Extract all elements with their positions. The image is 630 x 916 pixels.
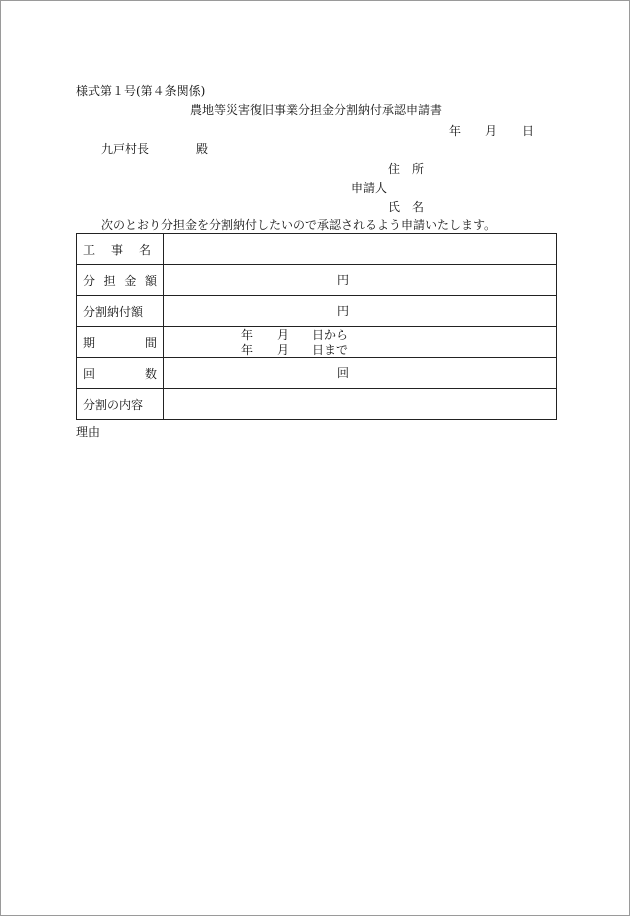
value-period[interactable]: 年 月 日から 年 月 日まで <box>164 327 557 358</box>
table-row-count <box>77 358 557 389</box>
applicant-label: 申請人 <box>351 181 388 195</box>
label-share-amount: 分 担 金 額 <box>77 265 164 296</box>
label-installment-details: 分割の内容 <box>77 389 164 420</box>
value-count[interactable] <box>164 358 557 389</box>
unit-times: 回 <box>337 366 350 380</box>
label-period: 期 間 <box>77 327 164 358</box>
form-number: 様式第１号(第４条関係) <box>76 84 206 98</box>
unit-yen: 円 <box>337 304 350 318</box>
body-text: 次のとおり分担金を分割納付したいので承認されるよう申請いたします。 <box>101 218 497 232</box>
unit-yen: 円 <box>337 273 350 287</box>
application-table <box>76 233 557 420</box>
label-project-name: 工 事 名 <box>77 234 164 265</box>
recipient-name: 九戸村長 <box>101 142 150 156</box>
value-project-name[interactable] <box>164 234 557 265</box>
address-label: 住 所 <box>388 162 425 176</box>
value-installment-amount[interactable] <box>164 296 557 327</box>
table-row-amount <box>77 265 557 296</box>
label-count: 回 数 <box>77 358 164 389</box>
document-title: 農地等災害復旧事業分担金分割納付承認申請書 <box>190 103 443 117</box>
label-installment-amount: 分割納付額 <box>77 296 164 327</box>
value-installment-details[interactable] <box>164 389 557 420</box>
reason-label: 理由 <box>76 425 101 439</box>
value-share-amount[interactable] <box>164 265 557 296</box>
recipient <box>101 142 209 156</box>
date-day-label: 日 <box>522 124 535 138</box>
date-month-label: 月 <box>485 124 498 138</box>
date-year-label: 年 <box>449 124 462 138</box>
name-label: 氏 名 <box>388 200 425 214</box>
recipient-honorific: 殿 <box>196 142 209 156</box>
table-row-details <box>77 389 557 420</box>
table-row-project <box>77 234 557 265</box>
table-row-period <box>77 327 557 358</box>
table-row-installment <box>77 296 557 327</box>
